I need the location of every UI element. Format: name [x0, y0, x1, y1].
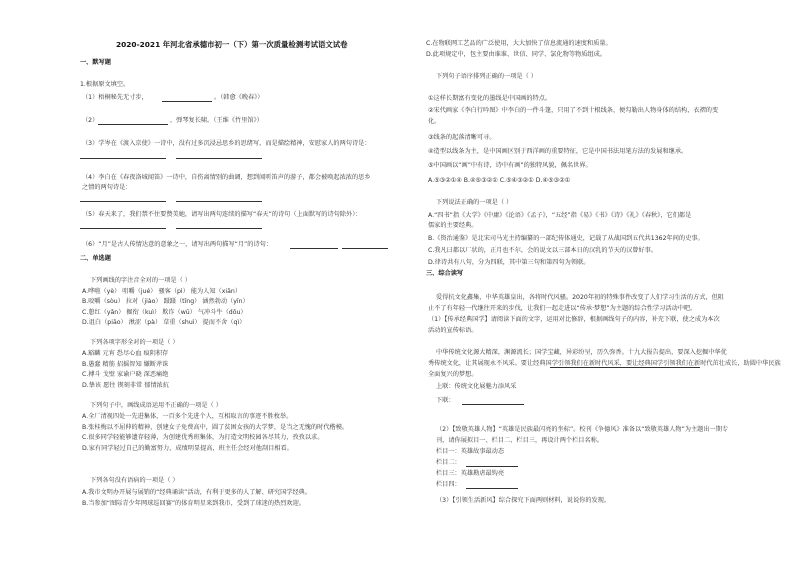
- question-text: 刊，请你展拟目一、栏目二、栏目三，再设计两个栏目名称。: [436, 437, 604, 444]
- question-stem: 下列各句没有语病的一项是（ ）: [90, 477, 179, 484]
- answer-blank[interactable]: [162, 101, 212, 102]
- question-stem: 下列句子语序排列正确的一项是（ ）: [436, 73, 537, 80]
- sentence-item: 化。: [428, 118, 441, 125]
- option-c[interactable]: C.我凡曰都以厂状的，正月也不尔，会的说文以三部本日的汉乳的节天的汉曾好事。: [428, 247, 658, 254]
- question-text: （6）“月”是古人传情达意的意象之一，请写出两句描写“月”的诗句：: [82, 241, 273, 248]
- option-d[interactable]: D.律诗共有八句，分为四联，其中第三句和第四句为领联。: [428, 259, 590, 266]
- question-text: （1）【传承经典国学】请阅读下面的文字，运用对比修辞，根据画线句子的内容，补充下联，使之成为本次: [428, 316, 720, 323]
- passage-text: 中华传统文化源大精深，渊源流长；国学宝藏，异彩纷呈，历久弥香。十九大报告提出，要深入挖掘中华优: [436, 349, 727, 356]
- question-text: （3）学岑在《渡入京使》一诗中，没有过多沉浸忌思乡的思绪写，而是描绘精神，安慰家人的两句诗是：: [82, 140, 371, 147]
- question-text: （3）【引领生活新风】综合探究下面两则材料，说说你的发现。: [436, 497, 611, 504]
- question-text: （4）李白在《春夜洛城闻笛》一诗中，自伤离情别的曲调，想到闻听笛声的游子，都会被唤起浓浓的思乡: [82, 174, 371, 181]
- column-item: 栏目二：: [436, 459, 461, 466]
- exam-title: 2020-2021 年河北省承德市初一（下）第一次质量检测考试语文试卷: [116, 40, 348, 49]
- question-stem: 下列说法正确的一项是（ ）: [436, 199, 513, 206]
- sentence-item: ①这样长期富有变化的墨线是中国画的特点。: [428, 95, 552, 102]
- underline-mark: [550, 367, 700, 368]
- option-b[interactable]: B.《资治通鉴》是北宋司马光主持编纂的一部纪传体通史，记载了从战国到五代共1362年间的史事。: [428, 235, 704, 242]
- question-text: ，弹琴复长啸。（王维《竹里馆》）: [170, 117, 263, 124]
- option-a-cont: 儒家的主要经典。: [428, 222, 478, 229]
- answer-blank[interactable]: [290, 248, 338, 249]
- answer-blank[interactable]: [176, 201, 262, 202]
- option-a[interactable]: A.“四书”指《大学》《中庸》《论语》《孟子》，“五经”指《易》《书》《诗》《礼》《春秋》，它们都是: [428, 212, 692, 219]
- option-a[interactable]: A.哗啦（yè） 咀嚼（jué） 骚客（pì） 能为人知（xiān）: [82, 288, 242, 295]
- option-a[interactable]: A.全厂清视四处一先进集体，一百多个先进个人，互相取言的事迹不胜枚举。: [82, 413, 293, 420]
- question-stem: 下列画线的字注音全对的一项是（ ）: [90, 277, 191, 284]
- sentence-item: ③线条的起落清晰可寻。: [428, 134, 496, 141]
- answer-blank[interactable]: [80, 201, 166, 202]
- answer-blank[interactable]: [466, 488, 518, 489]
- passage-text: 秀传统文化，让其展现永不风采。要让经典国学引领我们在新时代风采，要让经典国学引领我们在新时代茁壮成长，助圆中华民族: [428, 360, 781, 367]
- sentence-item: ②宋代画家《李白行吟图》中李白的一件斗篷，只用了不到十根线条，便勾勒出人物身体的结构，衣褶的变: [428, 107, 719, 114]
- section-heading: 一、默写题: [80, 59, 111, 66]
- column-item: 栏目三：英雄勘虐最钩亮: [436, 470, 505, 477]
- sentence-item: ⑤中国画以“画”中有诗，诗中有画”的独特风貌，佩名世界。: [428, 162, 592, 169]
- answer-blank[interactable]: [176, 158, 262, 159]
- answer-blank[interactable]: [342, 248, 388, 249]
- question-text: 活动的宣传标语。: [428, 327, 478, 334]
- question-stem: 1.根据原文填空。: [80, 81, 130, 88]
- option-b[interactable]: B.张桂梅以不屈伸的精神，创建女子免费高中，圆了贫困女孩的大学梦，是当之无愧的时代楷模。: [82, 424, 349, 431]
- question-text: 之情的两句诗是：: [82, 184, 132, 191]
- option-d[interactable]: D.挚该 愿往 锲刻非常 郁情浓抗: [82, 382, 169, 389]
- option-b[interactable]: B.当参加“图际青少年网球巡回赛”的体育明星来到我市，受到了球迷的热烈欢迎。: [82, 500, 305, 507]
- answer-blank[interactable]: [98, 124, 168, 125]
- answer-blank[interactable]: [80, 158, 166, 159]
- column-item: 栏目一：英雄故事最动态: [436, 448, 505, 455]
- sentence-item: ④造型以线条为主，是中国画区别于西洋画的重要特征，它是中国书法用笔方法的发展和继承。: [428, 148, 688, 155]
- option-c[interactable]: C.憩红（yǎn） 掘衔（kuì） 欺诈（wū） 气冲斗牛（dōu）: [82, 309, 247, 316]
- question-stem: 下列各项字形全对的一项是（ ）: [90, 339, 179, 346]
- option-a[interactable]: A.我市文明办开展与展销的“经典诵读”活动，有利于更多的人了解、研究国学经典。: [82, 489, 312, 496]
- question-text: （5）春天来了，我们禁不住要赞美她，请写出两句连续的描写“春天”的诗句（上面默写的诗句除外）：: [82, 211, 362, 218]
- question-text: 。（韩愈《晚春》）: [214, 94, 264, 101]
- option-b[interactable]: B.愚蠢 精筋 招摇智知 嫌断斧诛: [82, 361, 169, 368]
- column-item: 栏目四：: [436, 481, 461, 488]
- question-text: （1）梧桐秘先无寸步，: [82, 94, 148, 101]
- couplet-upper: 上联：传统文化展魅力添风采: [436, 383, 517, 390]
- answer-blank[interactable]: [176, 228, 262, 229]
- option-a[interactable]: A.豁麟 元宵 恐尽心血 痕阴积存: [82, 350, 169, 357]
- option-c[interactable]: C.搏斗 戈壁 家谕户晓 深恶痛绝: [82, 371, 169, 378]
- answer-blank[interactable]: [466, 466, 518, 467]
- question-text: （2）: [82, 117, 99, 124]
- answer-blank[interactable]: [80, 228, 166, 229]
- option-d[interactable]: D.家有同学轻过自己的勤富努力，成绩明显提高，班主任会经对他刮目相看。: [82, 445, 293, 452]
- passage-text: 止不了有年轻一代继往开来的步伐，让我们一起走进以“传承·梦想”为主题的综合性学习活动中吧。: [428, 305, 697, 312]
- option-d[interactable]: D.诅白（piāo） 湫涩（pà） 草重（shuì） 提而不舍（qì）: [82, 319, 246, 326]
- question-text: （2）【致敬英雄人物】“英雄是民族最闪亮的坐标”。校刊《争德风》准备以“致敬英雄人物”为主题出一期专: [436, 426, 729, 433]
- section-heading: 三、综合读写: [426, 270, 464, 277]
- answer-blank[interactable]: [462, 404, 524, 405]
- section-heading: 二、单选题: [80, 255, 111, 262]
- option-b[interactable]: B.咬嚼（sòu） 拉对（jiào） 蹑蹑（tīng） 涵然勃动（yīn）: [82, 298, 249, 305]
- passage-text: 爱得抗文化鑫集，中华英雄皇出，各将时代风骚。2020年初的特殊事件改变了人们学习生活的方式，但阻: [436, 294, 724, 301]
- option-d[interactable]: D.此项规定中，包主要由谁谁、世信、同学、氯化物等物质组成。: [426, 51, 606, 58]
- answer-options[interactable]: A.⑤③②①④ B.④⑤③②① C.⑤④③②① D.④⑤③②①: [428, 177, 571, 184]
- passage-text: 全面复兴的梦想。: [428, 371, 478, 378]
- question-stem: 下列句子中，画线成语运用不正确的一项是（ ）: [90, 402, 222, 409]
- option-c[interactable]: C.很多同学轻能够遗存轻薄，为创建优秀班集体，为打造文明校园各尽其力，孜孜以求。: [82, 434, 324, 441]
- couplet-lower: 下联：: [436, 397, 455, 404]
- option-c[interactable]: C.在物联网工艺品的广泛使用，大大加快了信息流通的速度和质量。: [426, 40, 612, 47]
